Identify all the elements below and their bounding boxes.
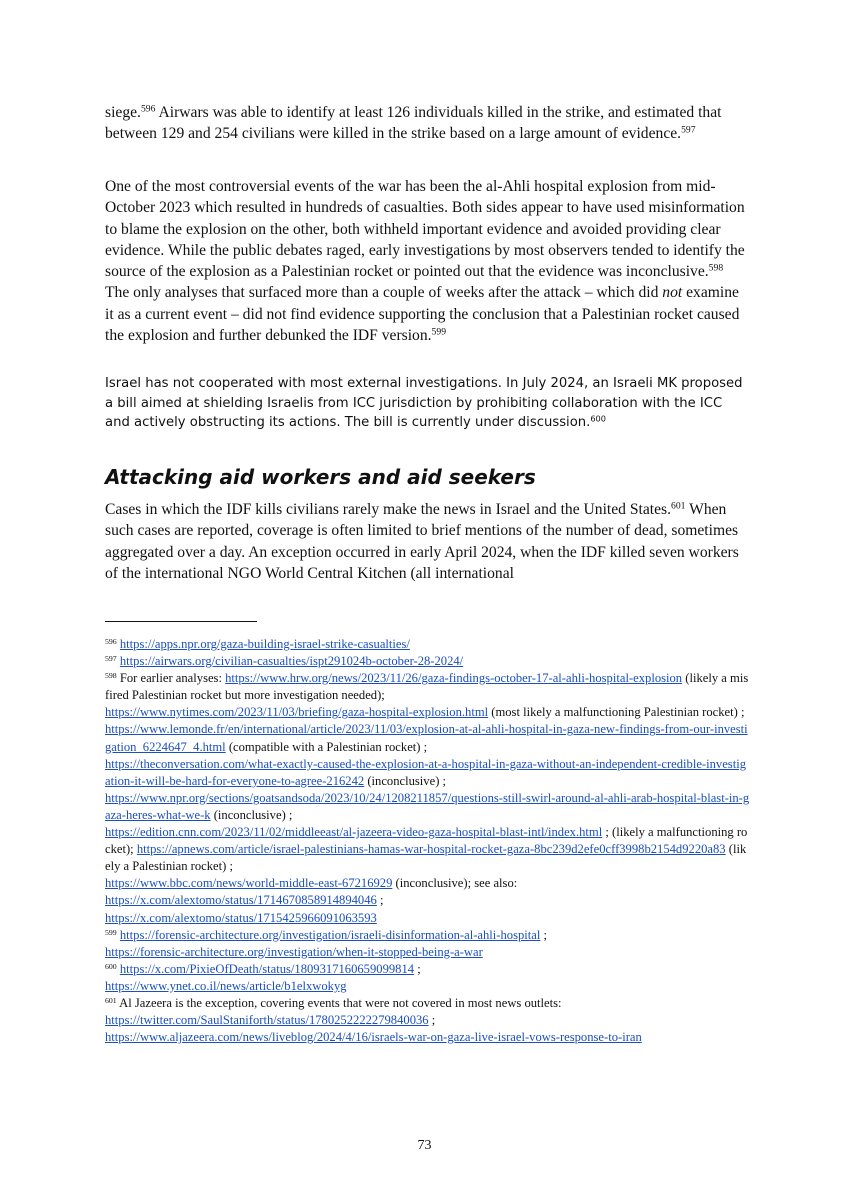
body-paragraph-2: One of the most controversial events of the war has been the al-Ahli hospital explosion from mid-October 2023 which resulted in hundreds of casualties. Both sides appear to have used misinformation to blame the explosion on the other, both withheld important evidence and avoided providing clear evidence. While the public debates raged, early investigations by most observers tended to identify the source of the explosion as a Palestinian rocket or pointed out that the evidence was inconclusive.$^{598}$ The only analyses that surfaced more than a couple of weeks after the attack – which did not examine it as a current event – did not find evidence supporting the conclusion that a Palestinian rocket caused the explosion and further debunked the IDF version.$^{599}$: [105, 178, 745, 345]
section-heading: Attacking aid workers and aid seekers: [105, 465, 536, 489]
footnote-link[interactable]: https://www.bbc.com/news/world-middle-east-67216929: [105, 876, 393, 891]
footnote-598: $^{598}$ For earlier analyses: https://www.hrw.org/news/2023/11/26/gaza-findings-october-17-al-ahli-hospital-explosion (likely a misfired Palestinian rocket but more investigation needed); https://www.nytimes.com/2023/11/03/briefing/gaza-hospital-explosion.html (most likely a malfunctioning Palestinian rocket) ; https://www.lemonde.fr/en/international/article/2023/11/03/explosion-at-al-ahli-hospital-in-gaza-new-findings-from-our-investigation_6224647_4.html (compatible with a Palestinian rocket) ; https://theconversation.com/what-exactly-caused-the-explosion-at-a-hospital-in-gaza-without-an-independent-credible-investigation-it-will-be-hard-for-everyone-to-agree-216242 (inconclusive) ; https://www.npr.org/sections/goatsandsoda/2023/10/24/1208211857/questions-still-swirl-around-al-ahli-arab-hospital-blast-in-gaza-heres-what-we-k (inconclusive) ; https://edition.cnn.com/2023/11/02/middleeast/al-jazeera-video-gaza-hospital-blast-intl/index.html ; (likely a malfunctioning rocket); https://apnews.com/article/israel-palestinians-hamas-war-hospital-rocket-gaza-8bc239d2efe0cff3998b2154d9220a83 (likely a Palestinian rocket) ; https://www.bbc.com/news/world-middle-east-67216929 (inconclusive); see also: https://x.com/alextomo/status/1714670858914894046 ; https://x.com/alextomo/status/1715425966091063593: [105, 671, 750, 925]
footnote-link[interactable]: https://theconversation.com/what-exactly-caused-the-explosion-at-a-hospital-in-gaza-without-an-independent-credible-investigation-it-will-be-hard-for-everyone-to-agree-216242: [105, 756, 746, 788]
footnote-link[interactable]: https://www.aljazeera.com/news/liveblog/2024/4/16/israels-war-on-gaza-live-israel-vows-response-to-iran: [105, 1030, 642, 1045]
footnote-link[interactable]: https://airwars.org/civilian-casualties/ispt291024b-october-28-2024/: [119, 654, 464, 669]
footnote-ref-596[interactable]: 596: [140, 103, 156, 115]
footnote-link[interactable]: https://www.ynet.co.il/news/article/b1elxwokyg: [105, 978, 347, 993]
body-paragraph-1: siege.$^{596}$ Airwars was able to identify at least 126 individuals killed in the strike, and estimated that between 129 and 254 civilians were killed in the strike based on a large amount of evidence.$^{597}$: [105, 103, 722, 143]
footnote-link[interactable]: https://www.hrw.org/news/2023/11/26/gaza-findings-october-17-al-ahli-hospital-explosion: [225, 671, 683, 686]
footnote-600: $^{600}$ https://x.com/PixieOfDeath/status/1809317160659099814 ; https://www.ynet.co.il/news/article/b1elxwokyg: [105, 961, 421, 993]
footnote-link[interactable]: https://x.com/alextomo/status/1714670858914894046: [105, 893, 377, 908]
body-paragraph-4: Cases in which the IDF kills civilians rarely make the news in Israel and the United States.$^{601}$ When such cases are reported, coverage is often limited to brief mentions of the number of dead, sometimes aggregated over a day. An exception occurred in early April 2024, when the IDF killed seven workers of the international NGO World Central Kitchen (all international: [105, 500, 739, 582]
footnote-link[interactable]: https://forensic-architecture.org/investigation/when-it-stopped-being-a-war: [105, 944, 483, 959]
footnote-link[interactable]: https://forensic-architecture.org/investigation/israeli-disinformation-al-ahli-hospital: [119, 927, 541, 942]
footnotes: [105, 636, 750, 1046]
footnote-link[interactable]: https://apnews.com/article/israel-palestinians-hamas-war-hospital-rocket-gaza-8bc239d2efe0cff3998b2154d9220a83: [136, 842, 726, 857]
footnote-ref-599[interactable]: 599: [431, 326, 447, 338]
footnote-597: $^{597}$ https://airwars.org/civilian-casualties/ispt291024b-october-28-2024/: [105, 654, 464, 669]
footnote-596: $^{596}$ https://apps.npr.org/gaza-building-israel-strike-casualties/: [105, 637, 410, 651]
footnote-link[interactable]: https://edition.cnn.com/2023/11/02/middleeast/al-jazeera-video-gaza-hospital-blast-intl/index.html: [105, 825, 603, 840]
footnote-link[interactable]: https://x.com/PixieOfDeath/status/1809317160659099814: [119, 961, 415, 976]
body-paragraph-3: Israel has not cooperated with most external investigations. In July 2024, an Israeli MK proposed a bill aimed at shielding Israelis from ICC jurisdiction by prohibiting collaboration with the ICC and actively obstructing its actions. The bill is currently under discussion.$^{600}$: [105, 376, 743, 431]
footnote-601: $^{601}$ Al Jazeera is the exception, covering events that were not covered in most news outlets: https://twitter.com/SaulStaniforth/status/1780252222279840036 ; https://www.aljazeera.com/news/liveblog/2024/4/16/israels-war-on-gaza-live-israel-vows-response-to-iran: [105, 995, 642, 1045]
footnote-link[interactable]: https://www.nytimes.com/2023/11/03/briefing/gaza-hospital-explosion.html: [105, 705, 489, 720]
footnote-link[interactable]: https://twitter.com/SaulStaniforth/status/1780252222279840036: [105, 1013, 429, 1028]
page-number: 73: [417, 1138, 432, 1153]
footnote-ref-598[interactable]: 598: [708, 262, 724, 274]
footnote-link[interactable]: https://www.lemonde.fr/en/international/article/2023/11/03/explosion-at-al-ahli-hospital-in-gaza-new-findings-from-our-investigation_6224647_4.html: [105, 722, 748, 754]
footnote-link[interactable]: https://www.npr.org/sections/goatsandsoda/2023/10/24/1208211857/questions-still-swirl-around-al-ahli-arab-hospital-blast-in-gaza-heres-what-we-k: [105, 790, 750, 822]
footnote-link[interactable]: https://x.com/alextomo/status/1715425966091063593: [105, 910, 377, 925]
footnote-ref-600[interactable]: 600: [590, 413, 606, 424]
footnote-ref-597[interactable]: 597: [681, 124, 696, 136]
footnote-ref-601[interactable]: 601: [671, 500, 686, 512]
footnote-separator: [105, 621, 257, 622]
footnote-link[interactable]: https://apps.npr.org/gaza-building-israel-strike-casualties/: [119, 637, 410, 651]
footnote-599: $^{599}$ https://forensic-architecture.org/investigation/israeli-disinformation-al-ahli-hospital ; https://forensic-architecture.org/investigation/when-it-stopped-being-a-war: [105, 927, 548, 959]
